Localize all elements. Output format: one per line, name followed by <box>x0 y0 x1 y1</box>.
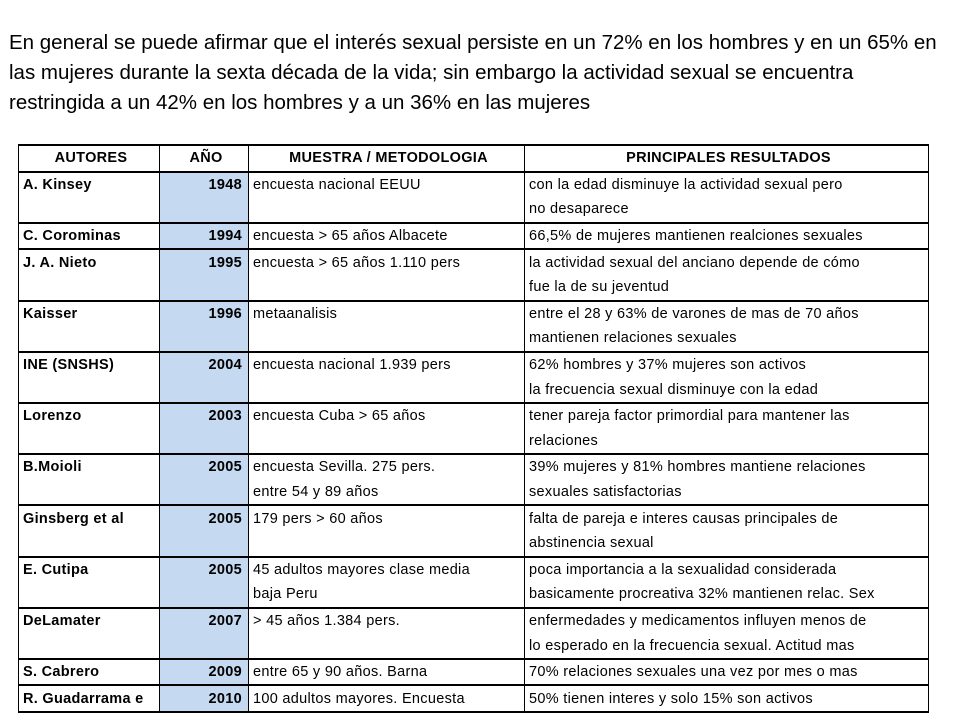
cell-result: basicamente procreativa 32% mantienen relac. Sex <box>525 582 929 608</box>
cell-author <box>19 480 160 506</box>
cell-year: 1996 <box>160 301 249 327</box>
table-header-row <box>19 145 929 172</box>
cell-author: Kaisser <box>19 301 160 327</box>
table-row <box>19 249 929 275</box>
cell-year <box>160 633 249 659</box>
cell-result: falta de pareja e interes causas principales de <box>525 505 929 531</box>
table-row <box>19 633 929 659</box>
table-row <box>19 352 929 378</box>
cell-result: fue la de su jeventud <box>525 275 929 301</box>
cell-sample: encuesta Cuba > 65 años <box>249 403 525 429</box>
table-row <box>19 301 929 327</box>
cell-year <box>160 377 249 403</box>
table-row <box>19 454 929 480</box>
cell-author: S. Cabrero <box>19 659 160 686</box>
cell-result: 62% hombres y 37% mujeres son activos <box>525 352 929 378</box>
cell-author <box>19 326 160 352</box>
table-body <box>19 172 929 712</box>
cell-year: 1995 <box>160 249 249 275</box>
table-row <box>19 659 929 686</box>
cell-sample: encuesta > 65 años 1.110 pers <box>249 249 525 275</box>
cell-author: J. A. Nieto <box>19 249 160 275</box>
cell-year: 1994 <box>160 223 249 250</box>
cell-result: mantienen relaciones sexuales <box>525 326 929 352</box>
cell-result: no desaparece <box>525 197 929 223</box>
cell-sample: entre 54 y 89 años <box>249 480 525 506</box>
cell-sample: entre 65 y 90 años. Barna <box>249 659 525 686</box>
cell-result: relaciones <box>525 429 929 455</box>
cell-sample: metaanalisis <box>249 301 525 327</box>
studies-table <box>18 144 929 713</box>
cell-author: Lorenzo <box>19 403 160 429</box>
table-row <box>19 505 929 531</box>
cell-year <box>160 480 249 506</box>
cell-sample <box>249 429 525 455</box>
cell-year: 2010 <box>160 685 249 712</box>
cell-author: A. Kinsey <box>19 172 160 198</box>
cell-sample: 45 adultos mayores clase media <box>249 557 525 583</box>
cell-year: 2009 <box>160 659 249 686</box>
table-row <box>19 557 929 583</box>
table-row <box>19 608 929 634</box>
cell-sample <box>249 531 525 557</box>
cell-result: la actividad sexual del anciano depende de cómo <box>525 249 929 275</box>
table-row <box>19 480 929 506</box>
cell-result: poca importancia a la sexualidad considerada <box>525 557 929 583</box>
table-row <box>19 275 929 301</box>
cell-year: 2007 <box>160 608 249 634</box>
cell-author: C. Corominas <box>19 223 160 250</box>
cell-sample: 100 adultos mayores. Encuesta <box>249 685 525 712</box>
cell-author: DeLamater <box>19 608 160 634</box>
cell-sample: baja Peru <box>249 582 525 608</box>
cell-year <box>160 275 249 301</box>
cell-sample <box>249 377 525 403</box>
cell-result: sexuales satisfactorias <box>525 480 929 506</box>
cell-result: 66,5% de mujeres mantienen realciones sexuales <box>525 223 929 250</box>
cell-year <box>160 326 249 352</box>
cell-year: 2005 <box>160 557 249 583</box>
cell-sample: encuesta Sevilla. 275 pers. <box>249 454 525 480</box>
cell-author <box>19 275 160 301</box>
table-row <box>19 429 929 455</box>
table-row <box>19 377 929 403</box>
cell-result: 50% tienen interes y solo 15% son activos <box>525 685 929 712</box>
cell-result: abstinencia sexual <box>525 531 929 557</box>
cell-year: 2005 <box>160 454 249 480</box>
cell-sample: encuesta nacional 1.939 pers <box>249 352 525 378</box>
cell-author <box>19 531 160 557</box>
cell-sample <box>249 633 525 659</box>
table-row <box>19 223 929 250</box>
header-main-results: PRINCIPALES RESULTADOS <box>525 145 929 172</box>
cell-author <box>19 582 160 608</box>
cell-author: INE (SNSHS) <box>19 352 160 378</box>
table-row <box>19 172 929 198</box>
table-row <box>19 531 929 557</box>
header-authors: AUTORES <box>19 145 160 172</box>
cell-sample: 179 pers > 60 años <box>249 505 525 531</box>
cell-year: 2003 <box>160 403 249 429</box>
cell-sample: encuesta nacional EEUU <box>249 172 525 198</box>
cell-result: la frecuencia sexual disminuye con la edad <box>525 377 929 403</box>
cell-author: Ginsberg et al <box>19 505 160 531</box>
cell-year: 1948 <box>160 172 249 198</box>
cell-year <box>160 197 249 223</box>
header-sample-method: MUESTRA / METODOLOGIA <box>249 145 525 172</box>
table-row <box>19 403 929 429</box>
cell-year: 2005 <box>160 505 249 531</box>
cell-result: 70% relaciones sexuales una vez por mes o mas <box>525 659 929 686</box>
table-row <box>19 582 929 608</box>
table-row <box>19 326 929 352</box>
cell-result: lo esperado en la frecuencia sexual. Actitud mas <box>525 633 929 659</box>
intro-paragraph: En general se puede afirmar que el interés sexual persiste en un 72% en los hombres y en un 65% en las mujeres durante la sexta década de la vida; sin embargo la actividad sexual se encuentra restringida a un 42% en los hombres y a un 36% en las mujeres <box>9 31 937 114</box>
cell-author <box>19 633 160 659</box>
cell-year <box>160 531 249 557</box>
table-row <box>19 197 929 223</box>
cell-sample <box>249 326 525 352</box>
cell-author <box>19 377 160 403</box>
table-row <box>19 685 929 712</box>
cell-result: enfermedades y medicamentos influyen menos de <box>525 608 929 634</box>
cell-year <box>160 429 249 455</box>
cell-author: R. Guadarrama e <box>19 685 160 712</box>
cell-result: 39% mujeres y 81% hombres mantiene relaciones <box>525 454 929 480</box>
cell-sample: encuesta > 65 años Albacete <box>249 223 525 250</box>
header-year: AÑO <box>160 145 249 172</box>
cell-sample <box>249 197 525 223</box>
cell-result: con la edad disminuye la actividad sexual pero <box>525 172 929 198</box>
cell-sample <box>249 275 525 301</box>
cell-year <box>160 582 249 608</box>
cell-author: E. Cutipa <box>19 557 160 583</box>
cell-result: entre el 28 y 63% de varones de mas de 70 años <box>525 301 929 327</box>
cell-sample: > 45 años 1.384 pers. <box>249 608 525 634</box>
cell-year: 2004 <box>160 352 249 378</box>
cell-author: B.Moioli <box>19 454 160 480</box>
cell-author <box>19 197 160 223</box>
cell-result: tener pareja factor primordial para mantener las <box>525 403 929 429</box>
cell-author <box>19 429 160 455</box>
